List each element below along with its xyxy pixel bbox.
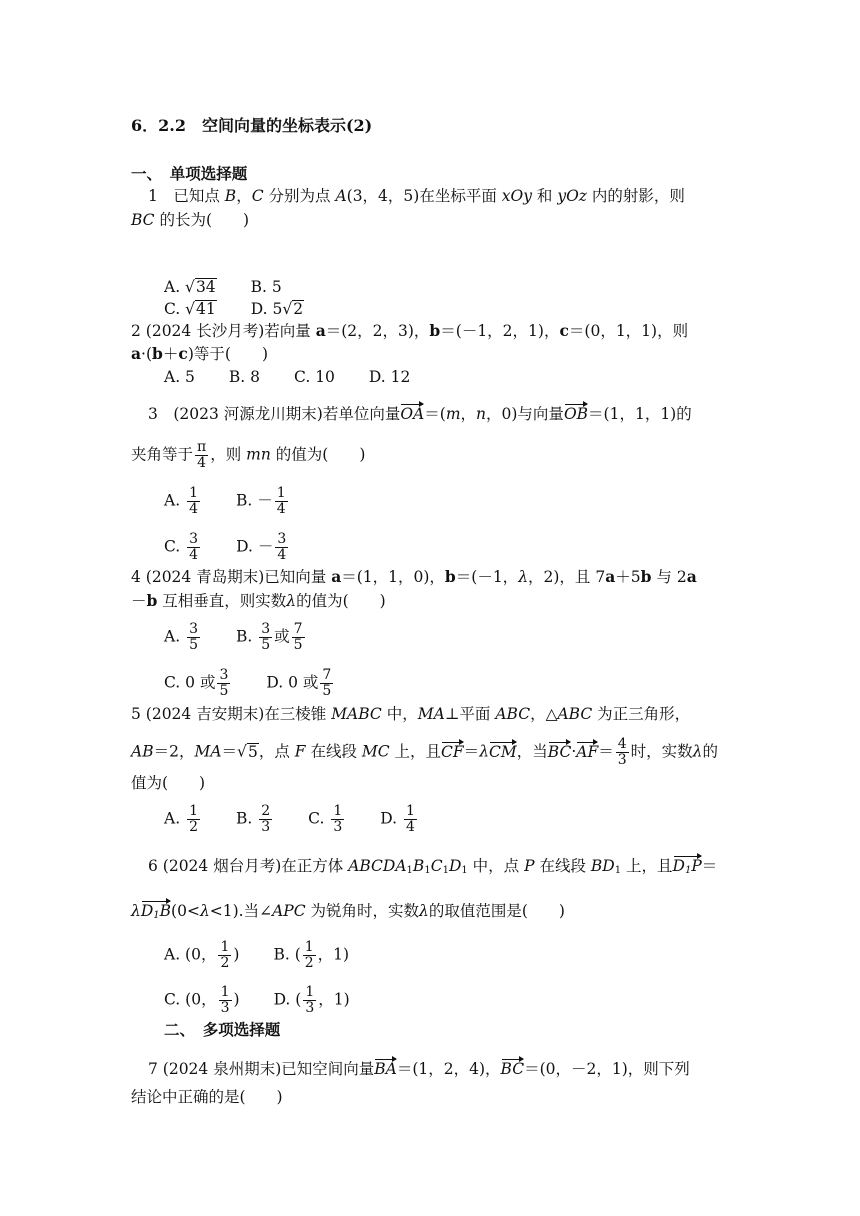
- question-3-options-cd: C. $\frac{3}{4}$ D. － $\frac{3}{4}$: [164, 531, 287, 563]
- question-3-options-ab: A. $\frac{1}{4}$ B. － $\frac{1}{4}$: [164, 485, 286, 517]
- question-4-line-1: 4 (2024 青岛期末)已知向量 a＝(1，1，0)，b＝(－1，λ，2)，且 7a＋5b 与 2a: [131, 567, 697, 586]
- question-6-options-ab: A. (0， $\frac{1}{2}$ ) B. ( $\frac{1}{2}$ ，1): [164, 939, 350, 971]
- page-title: 6．2.2 空间向量的坐标表示(2): [131, 116, 373, 135]
- question-3-line-1: 3 (2023 河源龙川期末)若单位向量OA＝(m，n，0)与向量OB＝(1，1，1)的: [148, 405, 692, 423]
- question-1-line-2: BC 的长为( ): [131, 211, 250, 229]
- question-6-line-1: 6 (2024 烟台月考)在正方体 $ABCDA_1B_1C_1D_1$ 中，点 P 在线段 $BD_1$ 上，且$D_1P=$: [148, 855, 717, 882]
- question-7-line-2: 结论中正确的是( ): [131, 1088, 283, 1106]
- question-7-line-1: 7 (2024 泉州期末)已知空间向量BA＝(1，2，4)，BC＝(0，－2，1)，则下列: [148, 1060, 690, 1078]
- question-6-options-cd: C. (0， $\frac{1}{3}$ ) D. ( $\frac{1}{3}$ ，1): [164, 984, 350, 1016]
- question-1-options-ab: A. √34 B. 5: [164, 278, 282, 296]
- question-5-line-1: 5 (2024 吉安期末)在三棱锥 MABC 中，MA⊥平面 ABC，△ABC 为正三角形，: [131, 705, 691, 723]
- question-4-options-ab: A. $\frac{3}{5}$ B. $\frac{3}{5}$ 或 $\frac{7}{5}$: [164, 621, 303, 653]
- question-5-line-3: 值为( ): [131, 774, 206, 792]
- question-5-line-2: AB＝2，MA＝√5，点 F 在线段 MC 上，且CF＝λCM，当BC·AF＝ $\frac{4}{3}$ 时，实数λ的: [131, 736, 718, 768]
- question-2-line-1: 2 (2024 长沙月考)若向量 a＝(2，2，3)，b＝(－1，2，1)，c＝(0，1，1)，则: [131, 321, 689, 340]
- question-6-line-2: $\lambda D_1B(0<\lambda<1)$.当∠APC 为锐角时，实数λ的取值范围是( ): [131, 900, 565, 927]
- question-2-line-2: a·(b＋c)等于( ): [131, 344, 268, 363]
- question-5-options: A. $\frac{1}{2}$ B. $\frac{2}{3}$ C. $\frac{1}{3}$ D. $\frac{1}{4}$: [164, 803, 415, 835]
- question-1-line-1: 1 已知点 B，C 分别为点 A(3，4，5)在坐标平面 xOy 和 yOz 内的射影，则: [148, 187, 685, 205]
- question-2-options: A. 5 B. 8 C. 10 D. 12: [164, 368, 411, 386]
- section-heading-multiple-choice: 二、 多项选择题: [164, 1020, 281, 1039]
- question-4-options-cd: C. 0 或 $\frac{3}{5}$ D. 0 或 $\frac{7}{5}$: [164, 667, 332, 699]
- question-3-line-2: 夹角等于 $\frac{\pi}{4}$ ，则 mn 的值为( ): [131, 439, 366, 471]
- question-1-options-cd: C. √41 D. 5√2: [164, 300, 304, 318]
- section-heading-single-choice: 一、 单项选择题: [131, 164, 248, 183]
- question-4-line-2: －b 互相垂直，则实数λ的值为( ): [131, 591, 386, 610]
